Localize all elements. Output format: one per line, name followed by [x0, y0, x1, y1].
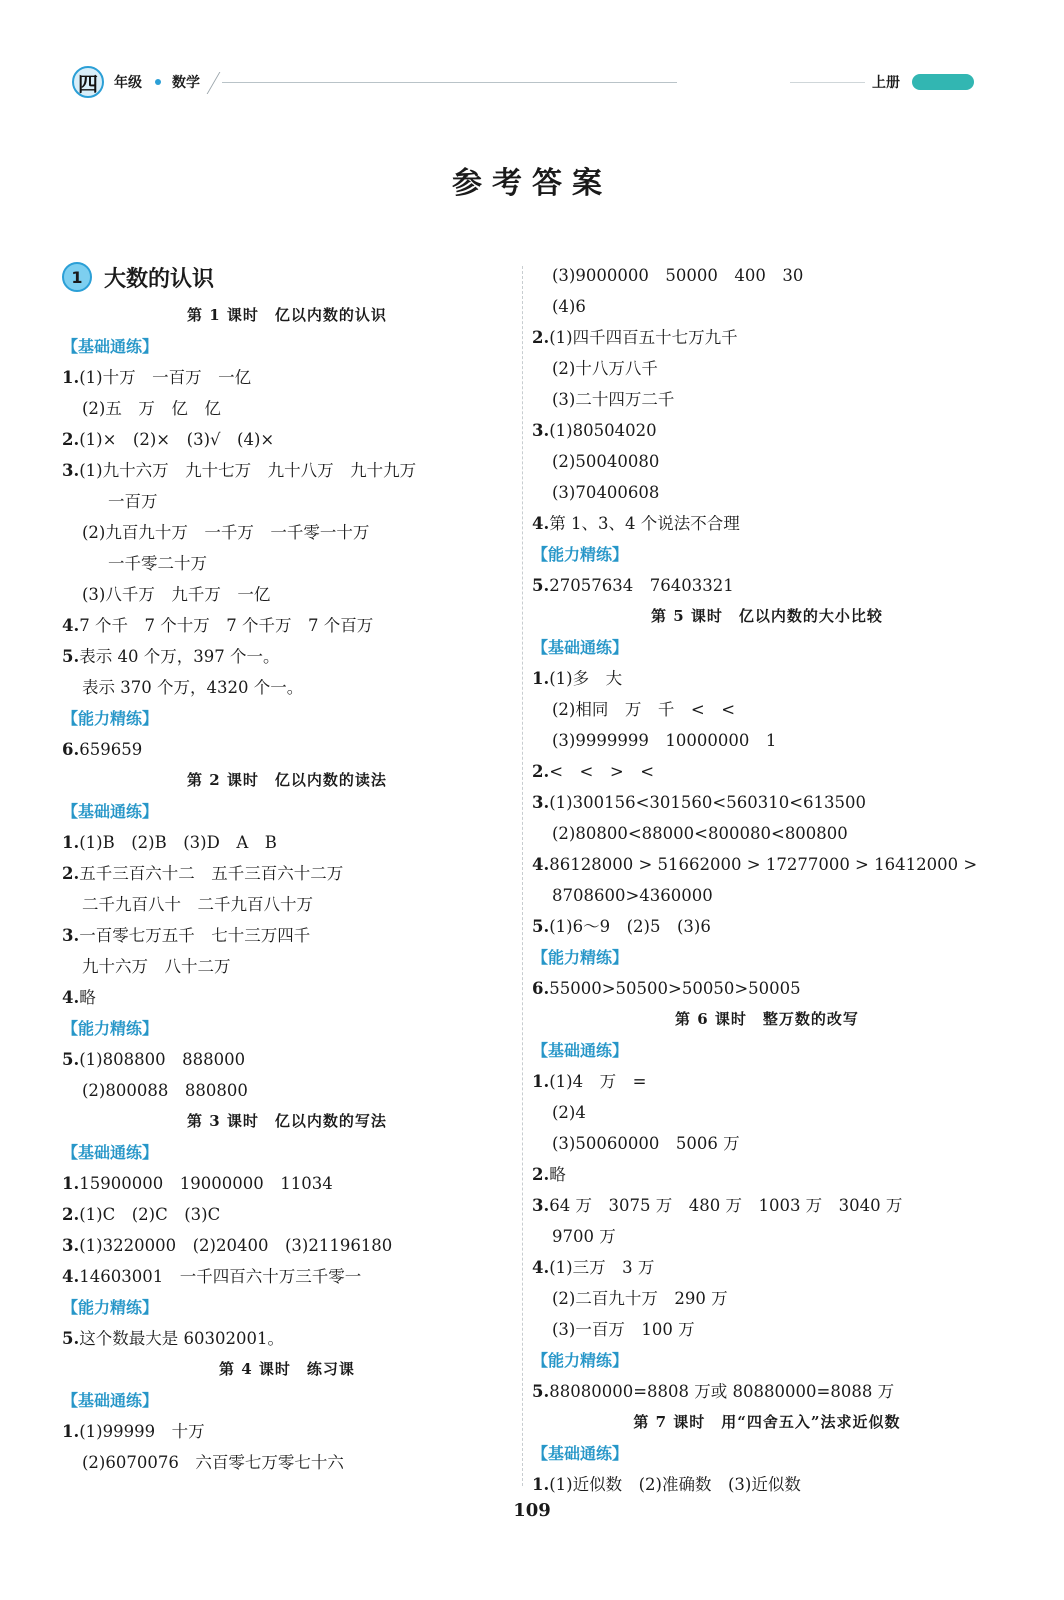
answer-text: (1)80504020 [549, 421, 657, 440]
answer-item [532, 1376, 1002, 1407]
answer-item [62, 982, 512, 1013]
answer-item [532, 1190, 1002, 1221]
answer-text: 55000>50500>50050>50005 [549, 979, 801, 998]
separator-dot [155, 79, 161, 85]
answer-text: 五千三百六十二 五千三百六十二万 [79, 864, 344, 883]
answer-text: 这个数最大是 60302001。 [79, 1329, 284, 1348]
section-tag: 【基础通练】 [62, 802, 159, 821]
page-number: 109 [513, 1500, 551, 1521]
section-tag: 【能力精练】 [62, 709, 159, 728]
question-number: 6. [532, 979, 550, 998]
question-number: 2. [532, 1165, 550, 1184]
answer-text: (1)4 万 = [549, 1072, 647, 1091]
answer-item [532, 1469, 1002, 1500]
answer-item [62, 1199, 512, 1230]
section-tag: 【基础通练】 [532, 1444, 629, 1463]
question-number: 1. [62, 1422, 80, 1441]
answer-continuation: (3)70400608 [552, 483, 660, 502]
question-number: 5. [62, 1050, 80, 1069]
answer-text: (1)C (2)C (3)C [79, 1205, 221, 1224]
question-number: 6. [62, 740, 80, 759]
lesson-heading: 第 1 课时 亿以内数的认识 [187, 306, 387, 324]
answer-text: 64 万 3075 万 480 万 1003 万 3040 万 [549, 1196, 903, 1215]
answer-text: (1)× (2)× (3)√ (4)× [79, 430, 275, 449]
answer-item [532, 1066, 1002, 1097]
answer-continuation: (2)4 [552, 1103, 586, 1122]
grade-badge: 四 [72, 66, 104, 98]
answer-text: 第 1、3、4 个说法不合理 [549, 514, 740, 533]
question-number: 3. [62, 926, 80, 945]
answer-item [532, 508, 1002, 539]
answer-item [532, 663, 1002, 694]
answer-text: (1)多 大 [549, 669, 623, 688]
header-rule-right [790, 82, 865, 83]
answer-text: 14603001 一千四百六十万三千零一 [79, 1267, 362, 1286]
answer-item [62, 455, 512, 486]
question-number: 4. [532, 855, 550, 874]
answer-item [62, 1323, 512, 1354]
answer-item [532, 1159, 1002, 1190]
question-number: 2. [532, 762, 550, 781]
left-column [62, 260, 512, 1478]
answer-continuation: 一百万 [108, 492, 158, 511]
answer-item [62, 362, 512, 393]
question-number: 3. [532, 421, 550, 440]
answer-text: (1)近似数 (2)准确数 (3)近似数 [549, 1475, 801, 1494]
answer-item [62, 641, 512, 672]
answer-continuation: (2)九百九十万 一千万 一千零一十万 [82, 523, 370, 542]
question-number: 4. [62, 1267, 80, 1286]
question-number: 5. [532, 1382, 550, 1401]
answer-item [62, 1261, 512, 1292]
answer-item [532, 973, 1002, 1004]
series-pill-decoration [912, 74, 974, 90]
answer-item [532, 570, 1002, 601]
answer-continuation: (2)80800<88000<800080<800800 [552, 824, 848, 843]
answer-item [62, 1168, 512, 1199]
question-number: 2. [62, 430, 80, 449]
answer-continuation: (4)6 [552, 297, 586, 316]
answer-item [62, 858, 512, 889]
answer-continuation: 表示 370 个万，4320 个一。 [82, 678, 304, 697]
section-tag: 【基础通练】 [532, 1041, 629, 1060]
answer-text: (1)99999 十万 [79, 1422, 205, 1441]
answer-continuation: (3)八千万 九千万 一亿 [82, 585, 271, 604]
question-number: 4. [532, 514, 550, 533]
section-tag: 【能力精练】 [62, 1019, 159, 1038]
answer-text: (1)300156<301560<560310<613500 [549, 793, 867, 812]
answer-continuation: 九十六万 八十二万 [82, 957, 231, 976]
lesson-heading: 第 4 课时 练习课 [219, 1360, 355, 1378]
question-number: 4. [532, 1258, 550, 1277]
chapter-number-badge: 1 [62, 262, 92, 292]
section-tag: 【能力精练】 [532, 1351, 629, 1370]
answer-continuation: (3)二十四万二千 [552, 390, 675, 409]
page-title: 参考答案 [452, 166, 612, 201]
answer-continuation: (2)十八万八千 [552, 359, 658, 378]
chapter-heading [62, 254, 512, 300]
answer-text: 7 个千 7 个十万 7 个千万 7 个百万 [79, 616, 374, 635]
page-header [0, 0, 1064, 110]
answer-text: (1)3220000 (2)20400 (3)21196180 [79, 1236, 393, 1255]
question-number: 5. [62, 647, 80, 666]
question-number: 5. [62, 1329, 80, 1348]
header-rule [222, 82, 677, 83]
lesson-heading: 第 6 课时 整万数的改写 [675, 1010, 859, 1028]
right-answer-list [532, 260, 1002, 1500]
answer-continuation: (2)800088 880800 [82, 1081, 248, 1100]
answer-continuation: (3)9000000 50000 400 30 [552, 266, 804, 285]
answer-text: (1)三万 3 万 [549, 1258, 655, 1277]
lesson-heading: 第 7 课时 用“四舍五入”法求近似数 [633, 1413, 901, 1431]
answer-continuation: 8708600>4360000 [552, 886, 713, 905]
answer-text: (1)九十六万 九十七万 九十八万 九十九万 [79, 461, 417, 480]
answer-continuation: (2)6070076 六百零七万零七十六 [82, 1453, 344, 1472]
question-number: 1. [62, 833, 80, 852]
section-tag: 【基础通练】 [532, 638, 629, 657]
answer-text: (1)808800 888000 [79, 1050, 246, 1069]
answer-continuation: (2)二百九十万 290 万 [552, 1289, 728, 1308]
answer-continuation: (2)相同 万 千 < < [552, 700, 736, 719]
answer-item [532, 787, 1002, 818]
answer-text: 略 [549, 1165, 566, 1184]
section-tag: 【能力精练】 [532, 545, 629, 564]
answer-item [532, 911, 1002, 942]
question-number: 5. [532, 576, 550, 595]
lesson-heading: 第 3 课时 亿以内数的写法 [187, 1112, 387, 1130]
answer-text: 86128000 > 51662000 > 17277000 > 16412000 > [549, 855, 978, 874]
answer-text: 一百零七万五千 七十三万四千 [79, 926, 311, 945]
question-number: 1. [62, 368, 80, 387]
answer-item [532, 415, 1002, 446]
answer-text: 略 [79, 988, 96, 1007]
question-number: 2. [62, 1205, 80, 1224]
answer-item [532, 322, 1002, 353]
question-number: 1. [532, 669, 550, 688]
subject-label: 数学 [172, 75, 200, 91]
question-number: 4. [62, 988, 80, 1007]
question-number: 3. [62, 1236, 80, 1255]
answer-text: (1)6～9 (2)5 (3)6 [549, 917, 711, 936]
question-number: 1. [532, 1072, 550, 1091]
section-tag: 【能力精练】 [62, 1298, 159, 1317]
question-number: 3. [62, 461, 80, 480]
left-answer-list [62, 300, 512, 1478]
answer-continuation: (3)50060000 5006 万 [552, 1134, 740, 1153]
answer-text: 表示 40 个万，397 个一。 [79, 647, 280, 666]
right-column [532, 260, 1002, 1500]
answer-item [62, 734, 512, 765]
answer-item [62, 424, 512, 455]
answer-item [532, 849, 1002, 880]
answer-text: 659659 [79, 740, 143, 759]
lesson-heading: 第 2 课时 亿以内数的读法 [187, 771, 387, 789]
section-tag: 【能力精练】 [532, 948, 629, 967]
lesson-heading: 第 5 课时 亿以内数的大小比较 [651, 607, 883, 625]
question-number: 3. [532, 793, 550, 812]
answer-text: 27057634 76403321 [549, 576, 734, 595]
answer-continuation: (2)50040080 [552, 452, 660, 471]
question-number: 4. [62, 616, 80, 635]
question-number: 1. [532, 1475, 550, 1494]
chapter-title: 大数的认识 [104, 266, 215, 292]
question-number: 3. [532, 1196, 550, 1215]
question-number: 1. [62, 1174, 80, 1193]
answer-item [62, 827, 512, 858]
section-tag: 【基础通练】 [62, 337, 159, 356]
answer-text: (1)四千四百五十七万九千 [549, 328, 738, 347]
question-number: 2. [532, 328, 550, 347]
header-slash-decoration [207, 72, 237, 94]
question-number: 5. [532, 917, 550, 936]
column-divider [522, 266, 523, 1486]
answer-continuation: (3)9999999 10000000 1 [552, 731, 777, 750]
answer-continuation: 9700 万 [552, 1227, 616, 1246]
answer-text: (1)B (2)B (3)D A B [79, 833, 277, 852]
grade-label: 年级 [114, 75, 142, 91]
answer-continuation: 一千零二十万 [108, 554, 207, 573]
answer-text: < < > < [549, 762, 655, 781]
answer-item [62, 610, 512, 641]
answer-continuation: (3)一百万 100 万 [552, 1320, 695, 1339]
answer-continuation: (2)五 万 亿 亿 [82, 399, 221, 418]
answer-item [62, 1230, 512, 1261]
answer-text: 88080000=8808 万或 80880000=8088 万 [549, 1382, 895, 1401]
section-tag: 【基础通练】 [62, 1143, 159, 1162]
answer-item [62, 1044, 512, 1075]
section-tag: 【基础通练】 [62, 1391, 159, 1410]
answer-text: 15900000 19000000 11034 [79, 1174, 333, 1193]
question-number: 2. [62, 864, 80, 883]
answer-continuation: 二千九百八十 二千九百八十万 [82, 895, 313, 914]
answer-item [532, 1252, 1002, 1283]
answer-item [62, 920, 512, 951]
volume-label: 上册 [872, 75, 900, 91]
answer-text: (1)十万 一百万 一亿 [79, 368, 252, 387]
answer-item [62, 1416, 512, 1447]
answer-item [532, 756, 1002, 787]
